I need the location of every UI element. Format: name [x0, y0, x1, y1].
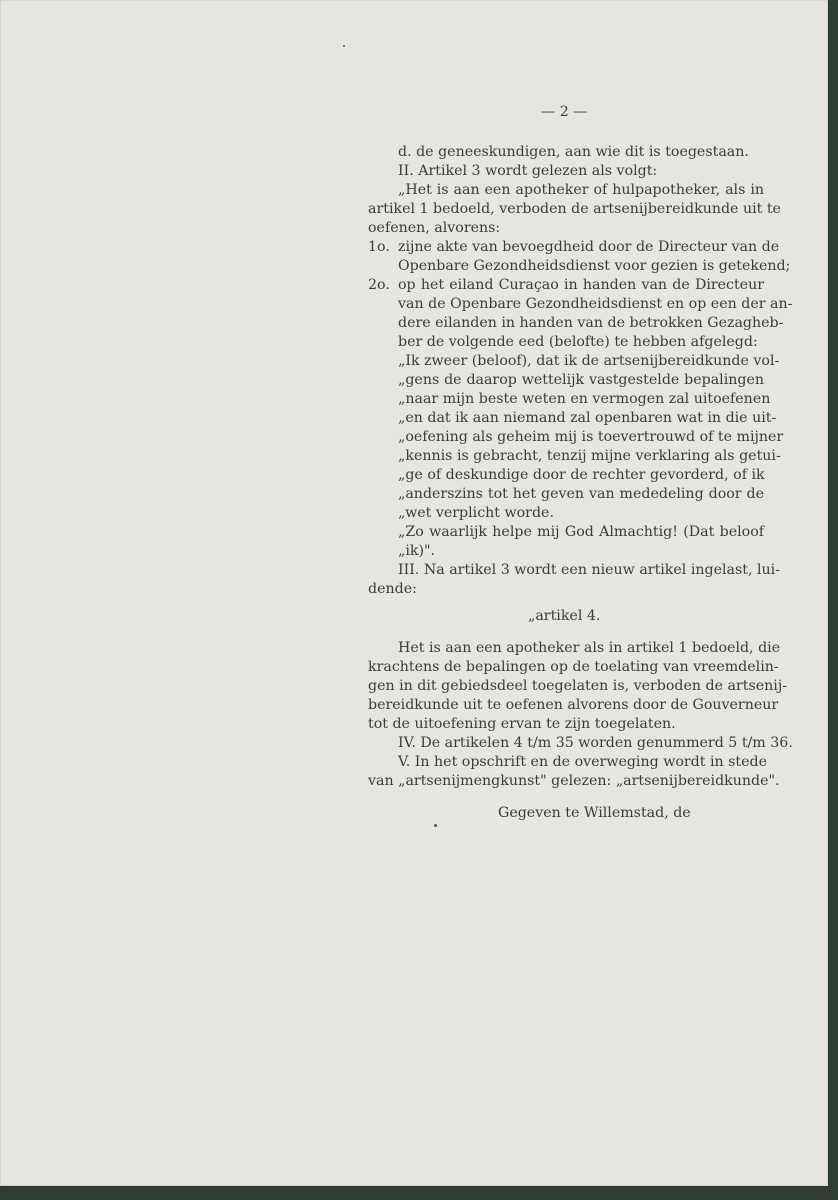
text-line: „Het is aan een apotheker of hulpapotheker, als in: [398, 182, 764, 198]
text-line: Het is aan een apotheker als in artikel 1 bedoeld, die: [398, 640, 781, 656]
text-line: artikel 1 bedoeld, verboden de artsenijbereidkunde uit te: [368, 201, 781, 217]
list-number: 1o.: [368, 239, 390, 255]
text-line: IV. De artikelen 4 t/m 35 worden genummerd 5 t/m 36.: [398, 735, 793, 751]
oath-line: „gens de daarop wettelijk vastgestelde bepalingen: [398, 372, 764, 388]
text-line: dende:: [368, 581, 417, 597]
text-line: van de Openbare Gezondheidsdienst en op een der an-: [398, 296, 793, 312]
text-line: op het eiland Curaçao in handen van de Directeur: [398, 277, 764, 293]
text-line: oefenen, alvorens:: [368, 220, 501, 236]
closing-line: Gegeven te Willemstad, de: [498, 805, 691, 821]
oath-line: „kennis is gebracht, tenzij mijne verklaring als getui-: [398, 448, 781, 464]
oath-line: „Ik zweer (beloof), dat ik de artsenijbereidkunde vol-: [398, 353, 780, 369]
article-heading: „artikel 4.: [528, 608, 601, 624]
text-line: van „artsenijmengkunst" gelezen: „artsenijbereidkunde".: [368, 773, 780, 789]
oath-line: „Zo waarlijk helpe mij God Almachtig! (Dat beloof: [398, 524, 764, 540]
text-line: d. de geneeskundigen, aan wie dit is toegestaan.: [398, 144, 749, 160]
oath-line: „ik)".: [398, 543, 436, 559]
text-line: dere eilanden in handen van de betrokken Gezagheb-: [398, 315, 784, 331]
text-line: V. In het opschrift en de overweging wordt in stede: [398, 754, 768, 770]
text-line: gen in dit gebiedsdeel toegelaten is, verboden de artsenij-: [368, 678, 788, 694]
scan-edge-bottom: [0, 1186, 838, 1200]
oath-line: „en dat ik aan niemand zal openbaren wat in die uit-: [398, 410, 777, 426]
oath-line: „wet verplicht worde.: [398, 505, 554, 521]
oath-line: „anderszins tot het geven van mededeling door de: [398, 486, 764, 502]
text-line: ber de volgende eed (belofte) te hebben afgelegd:: [398, 334, 758, 350]
text-line: III. Na artikel 3 wordt een nieuw artikel ingelast, lui-: [398, 562, 781, 578]
text-line: bereidkunde uit te oefenen alvorens door de Gouverneur: [368, 697, 779, 713]
text-line: zijne akte van bevoegdheid door de Directeur van de: [398, 239, 780, 255]
list-number: 2o.: [368, 277, 390, 293]
scan-edge-right: [828, 0, 838, 1200]
page-number: — 2 —: [541, 104, 588, 120]
text-line: tot de uitoefening ervan te zijn toegelaten.: [368, 716, 676, 732]
speck: [434, 824, 437, 827]
oath-line: „naar mijn beste weten en vermogen zal uitoefenen: [398, 391, 771, 407]
text-line: Openbare Gezondheidsdienst voor gezien is getekend;: [398, 258, 791, 274]
text-line: II. Artikel 3 wordt gelezen als volgt:: [398, 163, 658, 179]
oath-line: „oefening als geheim mij is toevertrouwd of te mijner: [398, 429, 784, 445]
document-body: [368, 143, 793, 823]
text-line: krachtens de bepalingen op de toelating van vreemdelin-: [368, 659, 779, 675]
oath-line: „ge of deskundige door de rechter gevorderd, of ik: [398, 467, 765, 483]
speck: [343, 45, 345, 47]
